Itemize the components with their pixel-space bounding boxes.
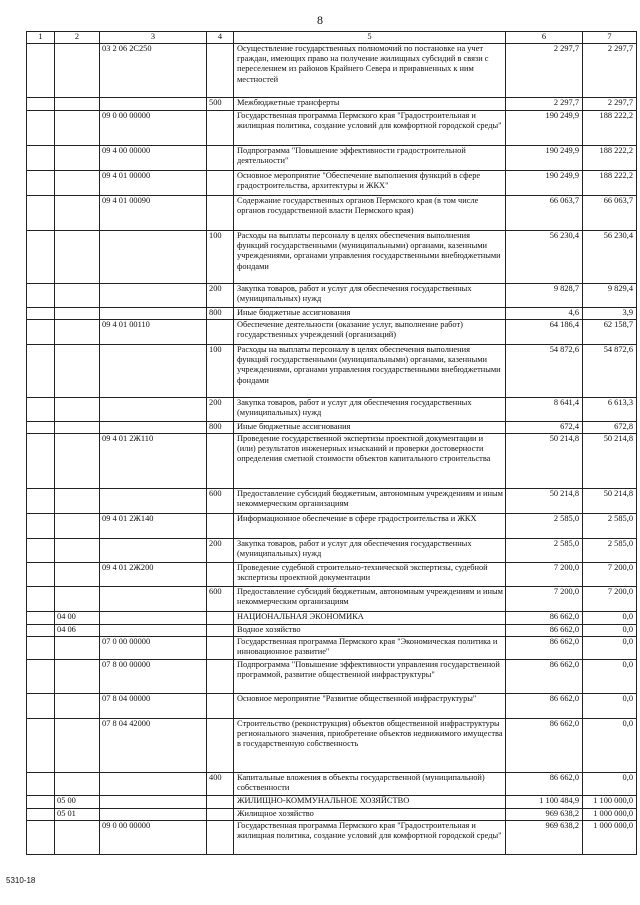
- cell-c5: Основное мероприятие "Обеспечение выполнения функций в сфере градостроительства, архитектуры и ЖКХ": [234, 171, 506, 195]
- table-row: [27, 637, 637, 660]
- cell-c7: 188 222,2: [583, 111, 637, 145]
- cell-c7: 2 585,0: [583, 539, 637, 562]
- cell-c2: [55, 637, 100, 659]
- cell-c7: 66 063,7: [583, 196, 637, 230]
- cell-c7: 0,0: [583, 719, 637, 772]
- cell-c6: 7 200,0: [506, 587, 583, 611]
- cell-c3: 09 4 01 2Ж110: [100, 434, 207, 488]
- cell-c2: [55, 345, 100, 397]
- cell-c6: 50 214,8: [506, 489, 583, 513]
- cell-c2: 04 00: [55, 612, 100, 624]
- table-row: [27, 44, 637, 98]
- cell-c7: 0,0: [583, 773, 637, 795]
- cell-c4: [207, 660, 234, 693]
- cell-c7: 0,0: [583, 637, 637, 659]
- cell-c7: 7 200,0: [583, 563, 637, 586]
- cell-c4: 500: [207, 98, 234, 110]
- cell-c4: 100: [207, 345, 234, 397]
- table-row: [27, 171, 637, 196]
- cell-c3: 09 4 01 2Ж200: [100, 563, 207, 586]
- cell-c7: 2 297,7: [583, 44, 637, 97]
- cell-c2: [55, 111, 100, 145]
- cell-c4: 600: [207, 587, 234, 611]
- cell-c2: [55, 98, 100, 110]
- cell-c6: 1 100 484,9: [506, 796, 583, 808]
- cell-c7: 54 872,6: [583, 345, 637, 397]
- cell-c2: [55, 231, 100, 283]
- cell-c4: [207, 694, 234, 718]
- cell-c3: [100, 773, 207, 795]
- cell-c6: 7 200,0: [506, 563, 583, 586]
- cell-c3: [100, 231, 207, 283]
- cell-c5: Информационное обеспечение в сфере градостроительства и ЖКХ: [234, 514, 506, 538]
- cell-c4: [207, 434, 234, 488]
- cell-c4: 800: [207, 422, 234, 433]
- cell-c4: [207, 719, 234, 772]
- cell-c6: 54 872,6: [506, 345, 583, 397]
- table-row: [27, 345, 637, 398]
- cell-c3: 09 4 00 00000: [100, 146, 207, 170]
- cell-c1: [27, 514, 55, 538]
- cell-c1: [27, 146, 55, 170]
- cell-c7: 0,0: [583, 694, 637, 718]
- cell-c5: Капитальные вложения в объекты государственной (муниципальной) собственности: [234, 773, 506, 795]
- cell-c3: 09 4 01 2Ж140: [100, 514, 207, 538]
- cell-c1: [27, 489, 55, 513]
- cell-c6: 672,4: [506, 422, 583, 433]
- cell-c5: Иные бюджетные ассигнования: [234, 308, 506, 319]
- cell-c7: 50 214,8: [583, 489, 637, 513]
- cell-c7: 188 222,2: [583, 146, 637, 170]
- cell-c6: 86 662,0: [506, 773, 583, 795]
- column-header: 6: [506, 32, 583, 43]
- cell-c5: Строительство (реконструкция) объектов общественной инфраструктуры регионального значения, приобретение объектов недвижимого имущества в государственную собственность: [234, 719, 506, 772]
- cell-c6: 2 585,0: [506, 514, 583, 538]
- cell-c2: [55, 587, 100, 611]
- table-row: [27, 809, 637, 821]
- cell-c2: [55, 563, 100, 586]
- cell-c1: [27, 171, 55, 195]
- cell-c7: 0,0: [583, 660, 637, 693]
- cell-c2: [55, 196, 100, 230]
- cell-c7: 62 158,7: [583, 320, 637, 344]
- cell-c3: [100, 345, 207, 397]
- cell-c7: 3,9: [583, 308, 637, 319]
- cell-c2: [55, 719, 100, 772]
- cell-c4: [207, 796, 234, 808]
- cell-c3: [100, 809, 207, 820]
- cell-c2: [55, 821, 100, 854]
- cell-c3: [100, 796, 207, 808]
- cell-c4: 800: [207, 308, 234, 319]
- cell-c5: Предоставление субсидий бюджетным, автономным учреждениям и иным некоммерческим организациям: [234, 489, 506, 513]
- cell-c6: 56 230,4: [506, 231, 583, 283]
- table-row: [27, 284, 637, 308]
- table-row: [27, 625, 637, 637]
- table-row: [27, 98, 637, 111]
- column-header: 7: [583, 32, 637, 43]
- cell-c1: [27, 719, 55, 772]
- cell-c4: [207, 146, 234, 170]
- cell-c4: [207, 637, 234, 659]
- cell-c2: [55, 539, 100, 562]
- cell-c1: [27, 773, 55, 795]
- cell-c2: 05 00: [55, 796, 100, 808]
- cell-c5: НАЦИОНАЛЬНАЯ ЭКОНОМИКА: [234, 612, 506, 624]
- table-row: [27, 539, 637, 563]
- cell-c3: [100, 284, 207, 307]
- table-row: [27, 398, 637, 422]
- cell-c1: [27, 563, 55, 586]
- cell-c7: 0,0: [583, 625, 637, 636]
- cell-c7: 1 100 000,0: [583, 796, 637, 808]
- cell-c4: 100: [207, 231, 234, 283]
- cell-c6: 86 662,0: [506, 660, 583, 693]
- cell-c1: [27, 111, 55, 145]
- cell-c6: 2 297,7: [506, 98, 583, 110]
- cell-c4: 600: [207, 489, 234, 513]
- cell-c1: [27, 284, 55, 307]
- cell-c1: [27, 345, 55, 397]
- cell-c4: [207, 111, 234, 145]
- cell-c4: [207, 44, 234, 97]
- cell-c2: [55, 398, 100, 421]
- cell-c7: 50 214,8: [583, 434, 637, 488]
- footer-code: 5310-18: [6, 876, 36, 885]
- cell-c6: 4,6: [506, 308, 583, 319]
- cell-c6: 190 249,9: [506, 111, 583, 145]
- cell-c1: [27, 422, 55, 433]
- cell-c1: [27, 196, 55, 230]
- cell-c6: 969 638,2: [506, 821, 583, 854]
- cell-c5: Подпрограмма "Повышение эффективности градостроительной деятельности": [234, 146, 506, 170]
- cell-c5: Жилищное хозяйство: [234, 809, 506, 820]
- table-row: [27, 821, 637, 855]
- cell-c2: [55, 422, 100, 433]
- cell-c1: [27, 320, 55, 344]
- budget-table: [26, 31, 637, 855]
- cell-c5: Государственная программа Пермского края "Экономическая политика и инновационное развитие": [234, 637, 506, 659]
- cell-c5: Закупка товаров, работ и услуг для обеспечения государственных (муниципальных) нужд: [234, 539, 506, 562]
- cell-c6: 64 186,4: [506, 320, 583, 344]
- cell-c3: [100, 308, 207, 319]
- cell-c3: [100, 587, 207, 611]
- cell-c7: 188 222,2: [583, 171, 637, 195]
- cell-c5: Расходы на выплаты персоналу в целях обеспечения выполнения функций государственными (муниципальными) органами, казенными учреждениями, органами управления государственными внебюджетными фондами: [234, 231, 506, 283]
- cell-c6: 86 662,0: [506, 612, 583, 624]
- cell-c1: [27, 625, 55, 636]
- cell-c5: Расходы на выплаты персоналу в целях обеспечения выполнения функций государственными (муниципальными) органами, казенными учреждениями, органами управления государственными внебюджетными фондами: [234, 345, 506, 397]
- table-row: [27, 320, 637, 345]
- cell-c7: 9 829,4: [583, 284, 637, 307]
- cell-c6: 86 662,0: [506, 637, 583, 659]
- column-header: 4: [207, 32, 234, 43]
- cell-c6: 2 585,0: [506, 539, 583, 562]
- cell-c2: [55, 284, 100, 307]
- table-row: [27, 146, 637, 171]
- cell-c5: Государственная программа Пермского края "Градостроительная и жилищная политика, создание условий для комфортной городской среды": [234, 821, 506, 854]
- cell-c1: [27, 612, 55, 624]
- cell-c3: [100, 489, 207, 513]
- table-row: [27, 111, 637, 146]
- cell-c1: [27, 694, 55, 718]
- cell-c2: [55, 434, 100, 488]
- cell-c1: [27, 637, 55, 659]
- cell-c3: [100, 612, 207, 624]
- column-header: 2: [55, 32, 100, 43]
- cell-c5: Проведение государственной экспертизы проектной документации и (или) результатов инженерных изысканий и проверки достоверности определения сметной стоимости объектов капитального строительства: [234, 434, 506, 488]
- cell-c2: [55, 773, 100, 795]
- cell-c7: 2 297,7: [583, 98, 637, 110]
- cell-c4: 400: [207, 773, 234, 795]
- cell-c4: [207, 563, 234, 586]
- cell-c1: [27, 231, 55, 283]
- cell-c1: [27, 434, 55, 488]
- cell-c2: [55, 514, 100, 538]
- cell-c7: 1 000 000,0: [583, 821, 637, 854]
- cell-c5: ЖИЛИЩНО-КОММУНАЛЬНОЕ ХОЗЯЙСТВО: [234, 796, 506, 808]
- cell-c1: [27, 587, 55, 611]
- cell-c4: [207, 320, 234, 344]
- table-row: [27, 196, 637, 231]
- cell-c3: 03 2 06 2С250: [100, 44, 207, 97]
- cell-c4: 200: [207, 284, 234, 307]
- column-header: 1: [27, 32, 55, 43]
- table-row: [27, 796, 637, 809]
- column-header: 3: [100, 32, 207, 43]
- cell-c3: [100, 398, 207, 421]
- cell-c3: 07 8 04 42000: [100, 719, 207, 772]
- cell-c5: Проведение судебной строительно-технической экспертизы, судебной экспертизы проектной документации: [234, 563, 506, 586]
- cell-c5: Межбюджетные трансферты: [234, 98, 506, 110]
- cell-c6: 9 828,7: [506, 284, 583, 307]
- cell-c7: 6 613,3: [583, 398, 637, 421]
- cell-c1: [27, 308, 55, 319]
- cell-c7: 0,0: [583, 612, 637, 624]
- cell-c4: [207, 809, 234, 820]
- cell-c2: [55, 308, 100, 319]
- cell-c6: 190 249,9: [506, 146, 583, 170]
- cell-c6: 190 249,9: [506, 171, 583, 195]
- cell-c3: 07 8 04 00000: [100, 694, 207, 718]
- cell-c3: [100, 539, 207, 562]
- table-row: [27, 773, 637, 796]
- page-number: 8: [317, 13, 323, 27]
- table-row: [27, 719, 637, 773]
- cell-c2: [55, 44, 100, 97]
- cell-c4: [207, 171, 234, 195]
- cell-c5: Водное хозяйство: [234, 625, 506, 636]
- cell-c2: [55, 660, 100, 693]
- cell-c4: 200: [207, 398, 234, 421]
- cell-c2: [55, 171, 100, 195]
- cell-c4: [207, 514, 234, 538]
- cell-c6: 66 063,7: [506, 196, 583, 230]
- table-row: [27, 660, 637, 694]
- table-row: [27, 489, 637, 514]
- cell-c3: [100, 625, 207, 636]
- cell-c4: 200: [207, 539, 234, 562]
- cell-c7: 7 200,0: [583, 587, 637, 611]
- cell-c5: Предоставление субсидий бюджетным, автономным учреждениям и иным некоммерческим организациям: [234, 587, 506, 611]
- cell-c1: [27, 398, 55, 421]
- cell-c6: 86 662,0: [506, 625, 583, 636]
- cell-c2: 05 01: [55, 809, 100, 820]
- cell-c3: 07 8 00 00000: [100, 660, 207, 693]
- cell-c5: Закупка товаров, работ и услуг для обеспечения государственных (муниципальных) нужд: [234, 284, 506, 307]
- cell-c3: 09 0 00 00000: [100, 821, 207, 854]
- cell-c6: 50 214,8: [506, 434, 583, 488]
- cell-c5: Закупка товаров, работ и услуг для обеспечения государственных (муниципальных) нужд: [234, 398, 506, 421]
- cell-c1: [27, 660, 55, 693]
- cell-c5: Подпрограмма "Повышение эффективности управления государственной программой, развитие общественной инфраструктуры": [234, 660, 506, 693]
- cell-c3: 09 0 00 00000: [100, 111, 207, 145]
- cell-c6: 86 662,0: [506, 719, 583, 772]
- cell-c5: Иные бюджетные ассигнования: [234, 422, 506, 433]
- table-body: [27, 44, 637, 855]
- table-row: [27, 231, 637, 284]
- table-row: [27, 422, 637, 434]
- cell-c5: Основное мероприятие "Развитие общественной инфраструктуры": [234, 694, 506, 718]
- cell-c1: [27, 44, 55, 97]
- table-header: [27, 32, 637, 44]
- cell-c1: [27, 821, 55, 854]
- cell-c1: [27, 796, 55, 808]
- cell-c7: 1 000 000,0: [583, 809, 637, 820]
- cell-c6: 86 662,0: [506, 694, 583, 718]
- cell-c1: [27, 98, 55, 110]
- table-row: [27, 514, 637, 539]
- cell-c3: 07 0 00 00000: [100, 637, 207, 659]
- cell-c3: [100, 98, 207, 110]
- table-row: [27, 434, 637, 489]
- cell-c6: 969 638,2: [506, 809, 583, 820]
- table-row: [27, 308, 637, 320]
- column-header: 5: [234, 32, 506, 43]
- cell-c5: Осуществление государственных полномочий по постановке на учет граждан, имеющих право на получение жилищных субсидий в связи с переселением из районов Крайнего Севера и приравненных к ним местностей: [234, 44, 506, 97]
- cell-c6: 2 297,7: [506, 44, 583, 97]
- cell-c3: [100, 422, 207, 433]
- cell-c3: 09 4 01 00090: [100, 196, 207, 230]
- table-row: [27, 694, 637, 719]
- cell-c6: 8 641,4: [506, 398, 583, 421]
- cell-c3: 09 4 01 00110: [100, 320, 207, 344]
- cell-c1: [27, 809, 55, 820]
- cell-c5: Содержание государственных органов Пермского края (в том числе органов государственной власти Пермского края): [234, 196, 506, 230]
- cell-c7: 56 230,4: [583, 231, 637, 283]
- cell-c2: [55, 489, 100, 513]
- cell-c7: 672,8: [583, 422, 637, 433]
- table-row: [27, 587, 637, 612]
- cell-c2: [55, 146, 100, 170]
- cell-c2: [55, 694, 100, 718]
- table-row: [27, 612, 637, 625]
- cell-c2: 04 06: [55, 625, 100, 636]
- cell-c4: [207, 612, 234, 624]
- cell-c1: [27, 539, 55, 562]
- cell-c7: 2 585,0: [583, 514, 637, 538]
- cell-c4: [207, 625, 234, 636]
- cell-c5: Обеспечение деятельности (оказание услуг, выполнение работ) государственных учреждений (организаций): [234, 320, 506, 344]
- cell-c2: [55, 320, 100, 344]
- table-row: [27, 563, 637, 587]
- cell-c5: Государственная программа Пермского края "Градостроительная и жилищная политика, создание условий для комфортной городской среды": [234, 111, 506, 145]
- cell-c4: [207, 196, 234, 230]
- cell-c3: 09 4 01 00000: [100, 171, 207, 195]
- cell-c4: [207, 821, 234, 854]
